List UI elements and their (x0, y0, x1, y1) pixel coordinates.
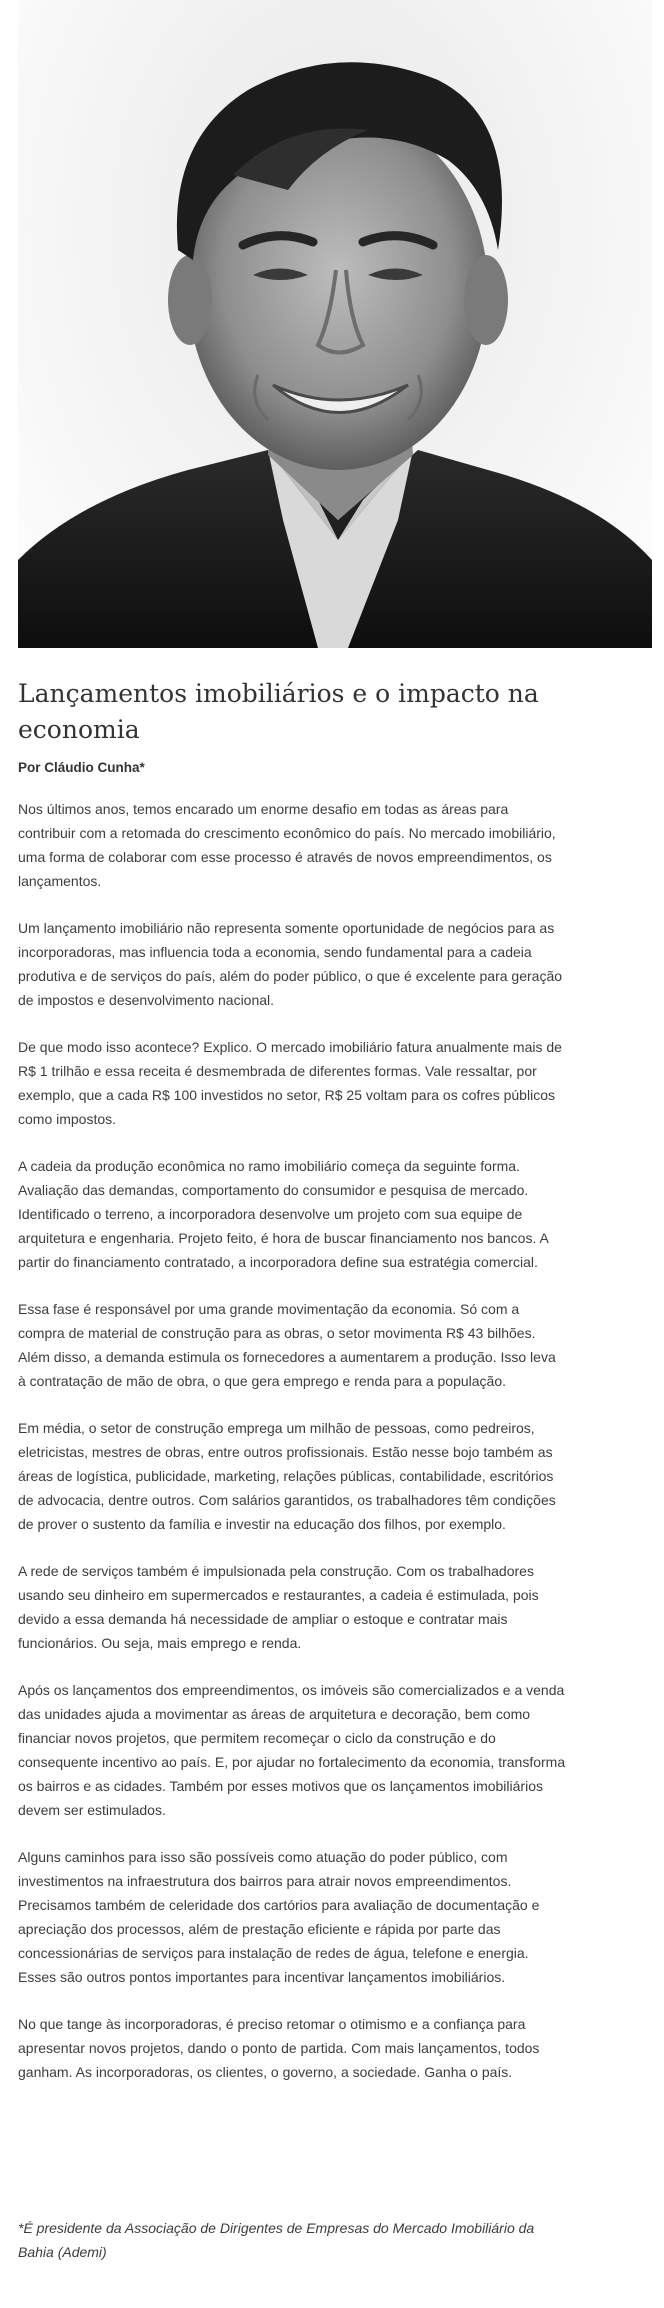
article-paragraph: A rede de serviços também é impulsionada pela construção. Com os trabalhadores usando seu dinheiro em supermercados e restaurantes, a cadeia é estimulada, pois devido a essa demanda há necessidade de ampliar o estoque e contratar mais funcionários. Ou seja, mais emprego e renda. (18, 1563, 539, 1651)
portrait-image (18, 0, 652, 648)
article-body (18, 797, 566, 2107)
author-photo (18, 0, 652, 648)
article-paragraph: A cadeia da produção econômica no ramo imobiliário começa da seguinte forma. Avaliação das demandas, comportamento do consumidor e pesquisa de mercado. Identificado o terreno, a incorporadora desenvolve um projeto com sua equipe de arquitetura e engenharia. Projeto feito, é hora de buscar financiamento nos bancos. A partir do financiamento contratado, a incorporadora define sua estratégia comercial. (18, 1158, 549, 1270)
article-paragraph: Alguns caminhos para isso são possíveis como atuação do poder público, com investimentos na infraestrutura dos bairros para atrair novos empreendimentos. Precisamos também de celeridade dos cartórios para avaliação de documentação e apreciação dos processos, além de prestação eficiente e rápida por parte das concessionárias de serviços para instalação de redes de água, telefone e energia. Esses são outros pontos importantes para incentivar lançamentos imobiliários. (18, 1849, 540, 1985)
article-paragraph: Essa fase é responsável por uma grande movimentação da economia. Só com a compra de material de construção para as obras, o setor movimenta R$ 43 bilhões. Além disso, a demanda estimula os fornecedores a aumentarem a produção. Isso leva à contratação de mão de obra, o que gera emprego e renda para a população. (18, 1301, 556, 1389)
article-paragraph: Um lançamento imobiliário não representa somente oportunidade de negócios para as incorporadoras, mas influencia toda a economia, sendo fundamental para a cadeia produtiva e de serviços do país, além do poder público, o que é excelente para geração de impostos e desenvolvimento nacional. (18, 920, 563, 1008)
article-paragraph: Nos últimos anos, temos encarado um enorme desafio em todas as áreas para contribuir com a retomada do crescimento econômico do país. No mercado imobiliário, uma forma de colaborar com esse processo é através de novos empreendimentos, os lançamentos. (18, 801, 556, 889)
article-paragraph: Após os lançamentos dos empreendimentos, os imóveis são comercializados e a venda das unidades ajuda a movimentar as áreas de arquitetura e decoração, bem como financiar novos projetos, que permitem recomeçar o ciclo da construção e do consequente incentivo ao país. E, por ajudar no fortalecimento da economia, transforma os bairros e as cidades. Também por esses motivos que os lançamentos imobiliários devem ser estimulados. (18, 1682, 566, 1818)
article-title: Lançamentos imobiliários e o impacto na economia (18, 679, 539, 744)
article-byline: Por Cláudio Cunha* (18, 760, 145, 775)
article-paragraph: No que tange às incorporadoras, é preciso retomar o otimismo e a confiança para apresentar novos projetos, dando o ponto de partida. Com mais lançamentos, todos ganham. As incorporadoras, os clientes, o governo, a sociedade. Ganha o país. (18, 2016, 540, 2080)
author-footnote: *É presidente da Associação de Dirigentes de Empresas do Mercado Imobiliário da Bahia (Ademi) (18, 2220, 535, 2260)
article-paragraph: Em média, o setor de construção emprega um milhão de pessoas, como pedreiros, eletricistas, mestres de obras, entre outros profissionais. Estão nesse bojo também as áreas de logística, publicidade, marketing, relações públicas, contabilidade, escritórios de advocacia, dentre outros. Com salários garantidos, os trabalhadores têm condições de prover o sustento da família e investir na educação dos filhos, por exemplo. (18, 1420, 556, 1532)
article-paragraph: De que modo isso acontece? Explico. O mercado imobiliário fatura anualmente mais de R$ 1 trilhão e essa receita é desmembrada de diferentes formas. Vale ressaltar, por exemplo, que a cada R$ 100 investidos no setor, R$ 25 voltam para os cofres públicos como impostos. (18, 1039, 562, 1127)
